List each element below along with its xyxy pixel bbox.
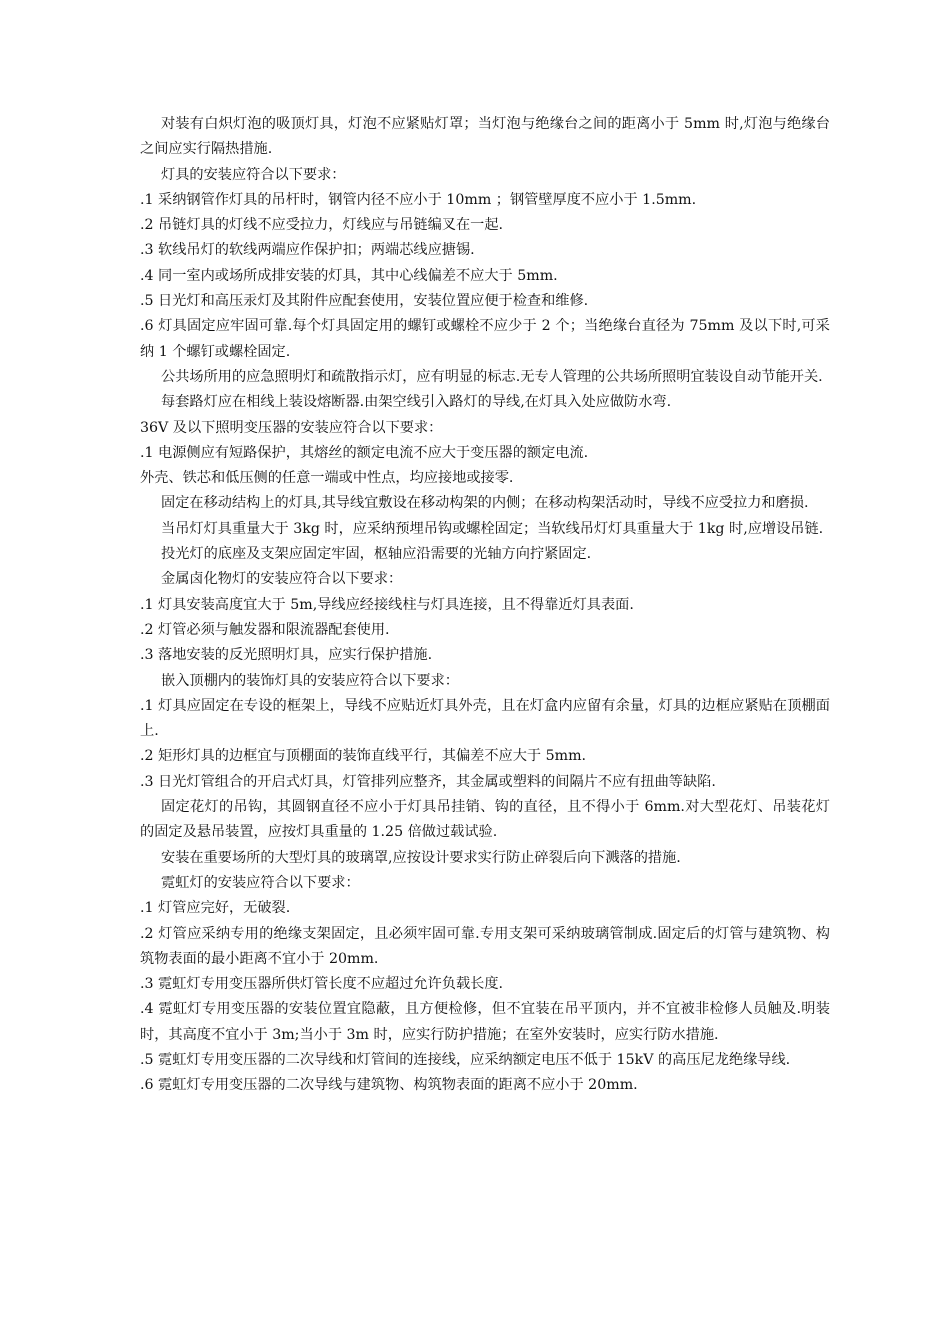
paragraph: .2 矩形灯具的边框宜与顶棚面的装饰直线平行，其偏差不应大于 5mm. — [140, 748, 587, 765]
paragraph: .6 霓虹灯专用变压器的二次导线与建筑物、构筑物表面的距离不应小于 20mm. — [140, 1077, 638, 1094]
paragraph: 固定在移动结构上的灯具,其导线宜敷设在移动构架的内侧；在移动构架活动时，导线不应受拉力和磨损. — [161, 495, 809, 512]
paragraph: .2 灯管应采纳专用的绝缘支架固定，且必须牢固可靠.专用支架可采纳玻璃管制成.固定后的灯管与建筑物、构筑物表面的最小距离不宜小于 20mm. — [140, 925, 830, 967]
paragraph: 固定花灯的吊钩，其圆钢直径不应小于灯具吊挂销、钩的直径，且不得小于 6mm.对大型花灯、吊装花灯的固定及悬吊装置，应按灯具重量的 1.25 倍做过载试验. — [140, 799, 830, 841]
paragraph: 每套路灯应在相线上装设熔断器.由架空线引入路灯的导线,在灯具入处应做防水弯. — [161, 394, 672, 411]
paragraph: .1 灯具应固定在专设的框架上，导线不应贴近灯具外壳，且在灯盒内应留有余量，灯具的边框应紧贴在顶棚面上. — [140, 697, 830, 740]
paragraph: .4 霓虹灯专用变压器的安装位置宜隐蔽，且方便检修，但不宜装在吊平顶内，并不宜被非检修人员触及.明装时，其高度不宜小于 3m;当小于 3m 时，应实行防护措施；在室外安装时，应实行防水措施. — [140, 1001, 830, 1043]
paragraph: 霓虹灯的安装应符合以下要求： — [161, 874, 360, 891]
paragraph: .1 电源侧应有短路保护，其熔丝的额定电流不应大于变压器的额定电流. — [140, 444, 589, 461]
paragraph: 36V 及以下照明变压器的安装应符合以下要求： — [140, 419, 443, 436]
document-page — [140, 112, 830, 1099]
paragraph: .3 落地安装的反光照明灯具，应实行保护措施. — [140, 647, 433, 664]
paragraph: 嵌入顶棚内的装饰灯具的安装应符合以下要求： — [161, 672, 459, 689]
paragraph: 公共场所用的应急照明灯和疏散指示灯，应有明显的标志.无专人管理的公共场所照明宜装设自动节能开关. — [161, 368, 823, 385]
paragraph: .1 采纳钢管作灯具的吊杆时，钢管内径不应小于 10mm ；钢管壁厚度不应小于 1.5mm. — [140, 191, 697, 208]
paragraph: 灯具的安装应符合以下要求： — [161, 166, 346, 183]
paragraph: .3 软线吊灯的软线两端应作保护扣；两端芯线应搪锡. — [140, 242, 475, 259]
paragraph: .4 同一室内或场所成排安装的灯具，其中心线偏差不应大于 5mm. — [140, 267, 558, 284]
paragraph: .2 灯管必须与触发器和限流器配套使用. — [140, 621, 390, 638]
paragraph: .2 吊链灯具的灯线不应受拉力，灯线应与吊链编叉在一起. — [140, 217, 504, 234]
paragraph: 外壳、铁芯和低压侧的任意一端或中性点，均应接地或接零. — [140, 470, 514, 487]
paragraph: .5 霓虹灯专用变压器的二次导线和灯管间的连接线，应采纳额定电压不低于 15kV 的高压尼龙绝缘导线. — [140, 1051, 791, 1068]
paragraph: .6 灯具固定应牢固可靠.每个灯具固定用的螺钉或螺栓不应少于 2 个；当绝缘台直径为 75mm 及以下时,可采纳 1 个螺钉或螺栓固定. — [140, 318, 830, 360]
paragraph: 对装有白炽灯泡的吸顶灯具，灯泡不应紧贴灯罩；当灯泡与绝缘台之间的距离小于 5mm 时,灯泡与绝缘台之间应实行隔热措施. — [140, 116, 830, 158]
paragraph: 安装在重要场所的大型灯具的玻璃罩,应按设计要求实行防止碎裂后向下溅落的措施. — [161, 849, 681, 866]
paragraph: .3 日光灯管组合的开启式灯具，灯管排列应整齐，其金属或塑料的间隔片不应有扭曲等缺陷. — [140, 773, 716, 790]
paragraph: .1 灯管应完好，无破裂. — [140, 900, 291, 917]
paragraph: 投光灯的底座及支架应固定牢固，枢轴应沿需要的光轴方向拧紧固定. — [161, 546, 592, 563]
paragraph: .1 灯具安装高度宜大于 5m,导线应经接线柱与灯具连接，且不得靠近灯具表面. — [140, 596, 634, 613]
paragraph: 金属卤化物灯的安装应符合以下要求： — [161, 571, 403, 588]
paragraph: 当吊灯灯具重量大于 3kg 时，应采纳预埋吊钩或螺栓固定；当软线吊灯灯具重量大于 1kg 时,应增设吊链. — [161, 520, 824, 537]
paragraph: .5 日光灯和高压汞灯及其附件应配套使用，安装位置应便于检查和维修. — [140, 293, 589, 310]
paragraph: .3 霓虹灯专用变压器所供灯管长度不应超过允许负载长度. — [140, 976, 504, 993]
